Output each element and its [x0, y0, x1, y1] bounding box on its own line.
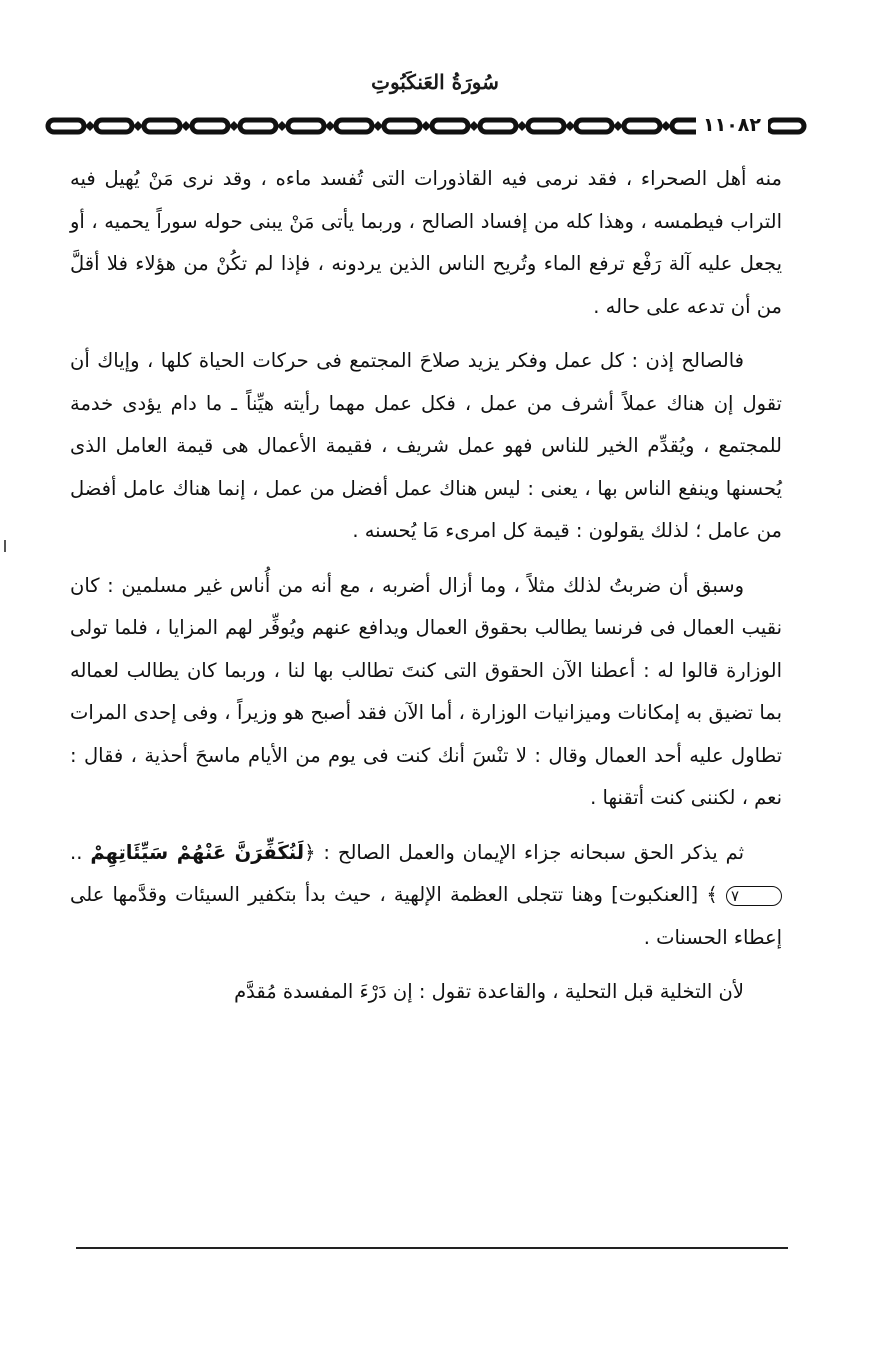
chain-link	[768, 120, 804, 132]
surah-reference: [العنكبوت]	[611, 883, 699, 906]
chain-link	[480, 120, 516, 132]
chain-link	[336, 120, 372, 132]
chain-link	[144, 120, 180, 132]
paragraph-2: فالصالح إذن : كل عمل وفكر يزيد صلاحَ المجتمع فى حركات الحياة كلها ، وإياك أن تقول إن هناك عملاً أشرف من عمل ، فكل عمل مهما رأيته هيِّناً ـ ما دام يؤدى خدمة للمجتمع ، ويُقدِّم الخير للناس فهو عمل شريف ، فقيمة الأعمال هى قيمة العامل الذى يُحسنها وينفع الناس بها ، يعنى : ليس هناك عمل أفضل من عمل ، إنما هناك عامل أفضل من عامل ؛ لذلك يقولون : قيمة كل امرىء مَا يُحسنه .	[70, 349, 782, 542]
chain-diamond	[517, 121, 527, 131]
verse-number-badge: ٧	[726, 886, 782, 906]
paragraph-4-rest: وهنا تتجلى العظمة الإلهية ، حيث بدأ بتكفير السيئات وقدَّمها على إعطاء الحسنات .	[70, 883, 782, 949]
chain-link	[48, 120, 84, 132]
chain-diamond	[85, 121, 95, 131]
margin-mark	[4, 540, 6, 552]
chain-diamond	[469, 121, 479, 131]
paragraph-4-intro: ثم يذكر الحق سبحانه جزاء الإيمان والعمل الصالح : ﴿	[304, 840, 744, 864]
chain-link	[624, 120, 660, 132]
chain-link	[528, 120, 564, 132]
chain-link	[288, 120, 324, 132]
footer-rule	[76, 1247, 788, 1249]
chain-diamond	[229, 121, 239, 131]
paragraph-1: منه أهل الصحراء ، فقد نرمى فيه القاذورات التى تُفسد ماءه ، وقد نرى مَنْ يُهيل فيه التراب فيطمسه ، وهذا كله من إفساد الصالح ، وربما يأتى مَنْ يبنى حوله سوراً يحميه ، أو يجعل عليه آلة رَفْع ترفع الماء وتُريح الناس الذين يردونه ، فإذا لم تكُنْ من هؤلاء فلا أقلَّ من أن تدعه على حاله .	[70, 167, 782, 318]
chain-link	[96, 120, 132, 132]
chain-diamond	[565, 121, 575, 131]
chain-diamond	[613, 121, 623, 131]
chain-link	[384, 120, 420, 132]
chain-diamond	[661, 121, 671, 131]
chain-diamond	[421, 121, 431, 131]
chain-diamond	[181, 121, 191, 131]
paragraph-4: ثم يذكر الحق سبحانه جزاء الإيمان والعمل الصالح : ﴿لَنُكَفِّرَنَّ عَنْهُمْ سَيِّئَاتِهِمْ .. ٧ ﴾ [العنكبوت] وهنا تتجلى العظمة الإلهية ، حيث بدأ بتكفير السيئات وقدَّمها على إعطاء الحسنات .	[70, 840, 782, 949]
chain-link	[240, 120, 276, 132]
page-body	[70, 158, 782, 1026]
chain-link	[576, 120, 612, 132]
quran-verse: لَنُكَفِّرَنَّ عَنْهُمْ سَيِّئَاتِهِمْ	[90, 840, 305, 864]
chain-diamond	[133, 121, 143, 131]
paragraph-3: وسبق أن ضربتُ لذلك مثلاً ، وما أزال أضربه ، مع أنه من أُناس غير مسلمين : كان نقيب العمال فى فرنسا يطالب بحقوق العمال ويدافع عنهم ويُوفِّر لهم المزايا ، فلما تولى الوزارة قالوا له : أعطنا الآن الحقوق التى كنتَ تطالب بها لنا ، وربما كان يطالب لعماله بما تضيق به إمكانات وميزانيات الوزارة ، أما الآن فقد أصبح هو وزيراً ، وفى إحدى المرات تطاول عليه أحد العمال وقال : لا تنْسَ أنك كنت فى يوم من الأيام ماسحَ أحذية ، فقال : نعم ، لكننى كنت أتقنها .	[70, 573, 782, 809]
paragraph-5: لأن التخلية قبل التحلية ، والقاعدة تقول : إن دَرْءَ المفسدة مُقدَّم	[234, 980, 744, 1003]
chain-link	[192, 120, 228, 132]
surah-title: سُورَةُ العَنكَبُوتِ	[371, 70, 499, 94]
chain-diamond	[325, 121, 335, 131]
chain-diamond	[373, 121, 383, 131]
chain-link	[432, 120, 468, 132]
chain-diamond	[277, 121, 287, 131]
page-number: ١١٠٨٢	[696, 114, 768, 136]
